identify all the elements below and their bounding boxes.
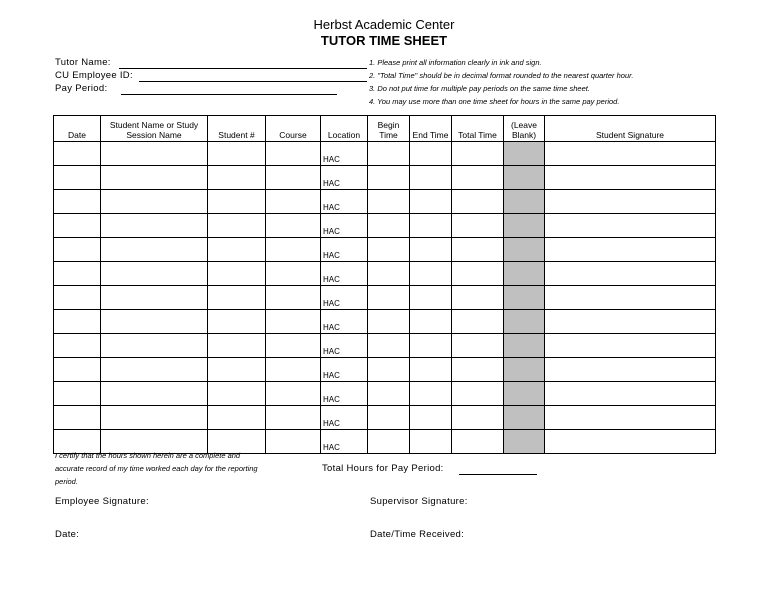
cell-student-signature[interactable] <box>545 262 716 286</box>
cell-student-signature[interactable] <box>545 430 716 454</box>
col-student-number: Student # <box>208 116 266 142</box>
cell-leave-blank <box>504 166 545 190</box>
table-row <box>54 406 716 430</box>
cell-total-time[interactable] <box>452 238 504 262</box>
cell-end-time[interactable] <box>410 214 452 238</box>
cell-leave-blank <box>504 334 545 358</box>
cell-date[interactable] <box>54 238 101 262</box>
pay-period-label: Pay Period: <box>55 83 108 94</box>
cell-student-number[interactable] <box>208 166 266 190</box>
cell-end-time[interactable] <box>410 190 452 214</box>
tutor-name-field[interactable] <box>119 68 367 69</box>
cell-course[interactable] <box>266 238 321 262</box>
time-sheet-table <box>53 115 716 454</box>
cell-begin-time[interactable] <box>368 430 410 454</box>
cell-student-signature[interactable] <box>545 214 716 238</box>
certification-statement: I certify that the hours shown herein are a complete and accurate record of my time worked each day for the reporting period. <box>55 451 258 486</box>
table-row <box>54 382 716 406</box>
table-header-row <box>54 116 716 142</box>
cell-begin-time[interactable] <box>368 358 410 382</box>
cell-end-time[interactable] <box>410 262 452 286</box>
cell-student-signature[interactable] <box>545 334 716 358</box>
cell-begin-time[interactable] <box>368 142 410 166</box>
cell-course[interactable] <box>266 358 321 382</box>
cell-course[interactable] <box>266 166 321 190</box>
cell-student-number[interactable] <box>208 406 266 430</box>
cell-end-time[interactable] <box>410 334 452 358</box>
cell-location: HAC <box>321 406 368 430</box>
cell-date[interactable] <box>54 382 101 406</box>
col-student-name: Student Name or Study Session Name <box>101 116 208 142</box>
cell-total-time[interactable] <box>452 310 504 334</box>
cell-leave-blank <box>504 214 545 238</box>
table-row <box>54 238 716 262</box>
cell-begin-time[interactable] <box>368 310 410 334</box>
cell-location: HAC <box>321 430 368 454</box>
col-location: Location <box>321 116 368 142</box>
cell-student-name[interactable] <box>101 166 208 190</box>
table-row <box>54 334 716 358</box>
date-label: Date: <box>55 529 80 540</box>
cell-end-time[interactable] <box>410 358 452 382</box>
cell-course[interactable] <box>266 142 321 166</box>
cell-student-number[interactable] <box>208 214 266 238</box>
cell-course[interactable] <box>266 310 321 334</box>
instruction-4: 4. You may use more than one time sheet for hours in the same pay period. <box>369 97 620 106</box>
col-course: Course <box>266 116 321 142</box>
cell-course[interactable] <box>266 214 321 238</box>
cell-location: HAC <box>321 382 368 406</box>
cell-student-signature[interactable] <box>545 406 716 430</box>
cell-end-time[interactable] <box>410 142 452 166</box>
col-end-time: End Time <box>410 116 452 142</box>
cell-student-name[interactable] <box>101 142 208 166</box>
cell-end-time[interactable] <box>410 310 452 334</box>
cell-location: HAC <box>321 142 368 166</box>
cell-date[interactable] <box>54 190 101 214</box>
cell-leave-blank <box>504 238 545 262</box>
date-time-received-label: Date/Time Received: <box>370 529 465 540</box>
cell-student-name[interactable] <box>101 358 208 382</box>
cell-student-number[interactable] <box>208 142 266 166</box>
cell-date[interactable] <box>54 406 101 430</box>
cell-leave-blank <box>504 190 545 214</box>
cell-student-number[interactable] <box>208 286 266 310</box>
cell-location: HAC <box>321 262 368 286</box>
cell-total-time[interactable] <box>452 214 504 238</box>
cell-end-time[interactable] <box>410 430 452 454</box>
cell-leave-blank <box>504 382 545 406</box>
cell-total-time[interactable] <box>452 358 504 382</box>
cell-course[interactable] <box>266 190 321 214</box>
cell-date[interactable] <box>54 310 101 334</box>
table-row <box>54 310 716 334</box>
instruction-3: 3. Do not put time for multiple pay periods on the same time sheet. <box>369 84 590 93</box>
cell-total-time[interactable] <box>452 406 504 430</box>
cell-student-name[interactable] <box>101 190 208 214</box>
cell-student-signature[interactable] <box>545 382 716 406</box>
cell-location: HAC <box>321 214 368 238</box>
cell-student-name[interactable] <box>101 310 208 334</box>
cell-begin-time[interactable] <box>368 334 410 358</box>
instruction-2: 2. "Total Time" should be in decimal format rounded to the nearest quarter hour. <box>369 71 634 80</box>
employee-id-field[interactable] <box>139 81 367 82</box>
cell-student-signature[interactable] <box>545 286 716 310</box>
cell-date[interactable] <box>54 214 101 238</box>
cell-student-number[interactable] <box>208 382 266 406</box>
table-row <box>54 142 716 166</box>
cell-total-time[interactable] <box>452 142 504 166</box>
cell-total-time[interactable] <box>452 286 504 310</box>
cell-end-time[interactable] <box>410 238 452 262</box>
cell-student-name[interactable] <box>101 382 208 406</box>
cell-leave-blank <box>504 262 545 286</box>
cell-course[interactable] <box>266 262 321 286</box>
cell-date[interactable] <box>54 334 101 358</box>
cell-date[interactable] <box>54 166 101 190</box>
organization-name: Herbst Academic Center <box>313 17 455 32</box>
cell-student-name[interactable] <box>101 262 208 286</box>
cell-student-signature[interactable] <box>545 166 716 190</box>
cell-end-time[interactable] <box>410 166 452 190</box>
cell-student-name[interactable] <box>101 334 208 358</box>
cell-course[interactable] <box>266 382 321 406</box>
total-hours-label: Total Hours for Pay Period: <box>322 463 444 474</box>
cell-location: HAC <box>321 358 368 382</box>
table-row <box>54 286 716 310</box>
cell-student-name[interactable] <box>101 406 208 430</box>
cell-student-number[interactable] <box>208 190 266 214</box>
cell-student-number[interactable] <box>208 334 266 358</box>
cell-total-time[interactable] <box>452 190 504 214</box>
cell-student-signature[interactable] <box>545 190 716 214</box>
cell-location: HAC <box>321 238 368 262</box>
cell-course[interactable] <box>266 334 321 358</box>
cell-begin-time[interactable] <box>368 166 410 190</box>
cell-course[interactable] <box>266 430 321 454</box>
cell-date[interactable] <box>54 142 101 166</box>
table-row <box>54 190 716 214</box>
cell-student-name[interactable] <box>101 214 208 238</box>
col-leave-blank: (Leave Blank) <box>504 116 545 142</box>
cell-student-signature[interactable] <box>545 358 716 382</box>
cell-begin-time[interactable] <box>368 406 410 430</box>
cell-course[interactable] <box>266 286 321 310</box>
cell-student-signature[interactable] <box>545 238 716 262</box>
tutor-name-label: Tutor Name: <box>55 57 111 68</box>
instruction-1: 1. Please print all information clearly in ink and sign. <box>369 58 542 67</box>
cell-total-time[interactable] <box>452 262 504 286</box>
table-row <box>54 166 716 190</box>
cell-begin-time[interactable] <box>368 190 410 214</box>
table-row <box>54 358 716 382</box>
cell-student-number[interactable] <box>208 358 266 382</box>
table-row <box>54 214 716 238</box>
cell-begin-time[interactable] <box>368 214 410 238</box>
cell-location: HAC <box>321 334 368 358</box>
employee-id-label: CU Employee ID: <box>55 70 133 81</box>
cell-begin-time[interactable] <box>368 382 410 406</box>
employee-signature-label: Employee Signature: <box>55 496 149 507</box>
cell-begin-time[interactable] <box>368 262 410 286</box>
cell-student-signature[interactable] <box>545 142 716 166</box>
cell-begin-time[interactable] <box>368 238 410 262</box>
col-student-signature: Student Signature <box>545 116 716 142</box>
cell-date[interactable] <box>54 358 101 382</box>
cell-leave-blank <box>504 358 545 382</box>
cell-student-signature[interactable] <box>545 310 716 334</box>
cell-leave-blank <box>504 142 545 166</box>
cell-leave-blank <box>504 310 545 334</box>
cell-leave-blank <box>504 406 545 430</box>
total-hours-field[interactable] <box>459 474 537 475</box>
cell-location: HAC <box>321 310 368 334</box>
cell-date[interactable] <box>54 262 101 286</box>
cell-begin-time[interactable] <box>368 286 410 310</box>
cell-end-time[interactable] <box>410 406 452 430</box>
cell-student-number[interactable] <box>208 238 266 262</box>
col-begin-time: Begin Time <box>368 116 410 142</box>
page-title: TUTOR TIME SHEET <box>320 33 448 48</box>
pay-period-field[interactable] <box>121 94 337 95</box>
cell-course[interactable] <box>266 406 321 430</box>
cell-end-time[interactable] <box>410 382 452 406</box>
cell-leave-blank <box>504 286 545 310</box>
cell-location: HAC <box>321 190 368 214</box>
cell-leave-blank <box>504 430 545 454</box>
cell-total-time[interactable] <box>452 166 504 190</box>
cell-total-time[interactable] <box>452 334 504 358</box>
cell-location: HAC <box>321 286 368 310</box>
cell-student-number[interactable] <box>208 310 266 334</box>
cell-date[interactable] <box>54 286 101 310</box>
cell-student-name[interactable] <box>101 286 208 310</box>
cell-end-time[interactable] <box>410 286 452 310</box>
cell-total-time[interactable] <box>452 382 504 406</box>
col-total-time: Total Time <box>452 116 504 142</box>
cell-total-time[interactable] <box>452 430 504 454</box>
supervisor-signature-label: Supervisor Signature: <box>370 496 468 507</box>
col-date: Date <box>54 116 101 142</box>
cell-student-name[interactable] <box>101 238 208 262</box>
cell-location: HAC <box>321 166 368 190</box>
cell-student-number[interactable] <box>208 262 266 286</box>
table-row <box>54 262 716 286</box>
